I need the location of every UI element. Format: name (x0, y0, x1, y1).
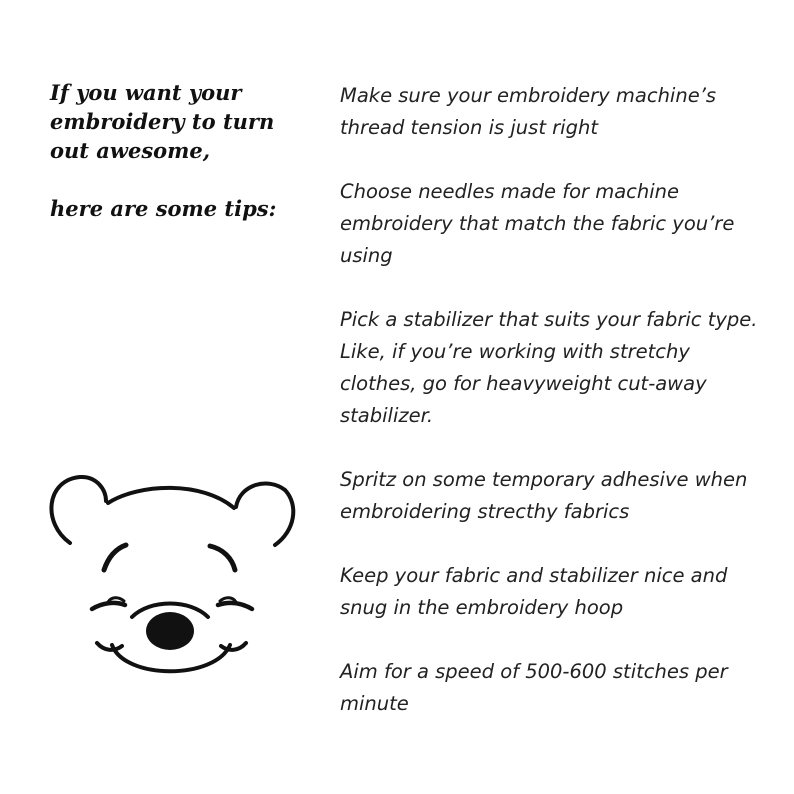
left-brow (104, 545, 126, 570)
tip-item: Make sure your embroidery machine’s thread tension is just right (340, 84, 717, 139)
left-eye (92, 603, 125, 609)
right-ear-outline (236, 484, 293, 545)
intro-text (50, 78, 310, 223)
head-outline (108, 488, 234, 508)
tips-list (340, 80, 760, 752)
tip-item: Aim for a speed of 500-600 stitches per minute (340, 660, 728, 715)
right-dimple (221, 643, 246, 650)
intro-heading: here are some tips: (50, 196, 277, 221)
tip-item: Choose needles made for machine embroidery that match the fabric you’re using (340, 180, 735, 267)
tip-item: Spritz on some temporary adhesive when embroidering strecthy fabrics (340, 468, 748, 523)
right-eye (218, 603, 252, 609)
bear-face-icon (40, 465, 305, 705)
intro-lead-in: If you want your embroidery to turn out awesome, (50, 80, 275, 163)
tip-item: Pick a stabilizer that suits your fabric type. Like, if you’re working with stretchy clothes, go for heavyweight cut-away stabilizer. (340, 308, 758, 427)
left-ear-outline (51, 477, 106, 543)
nose (146, 612, 194, 650)
right-brow (210, 546, 235, 570)
left-dimple (97, 643, 122, 650)
tip-item: Keep your fabric and stabilizer nice and snug in the embroidery hoop (340, 564, 728, 619)
